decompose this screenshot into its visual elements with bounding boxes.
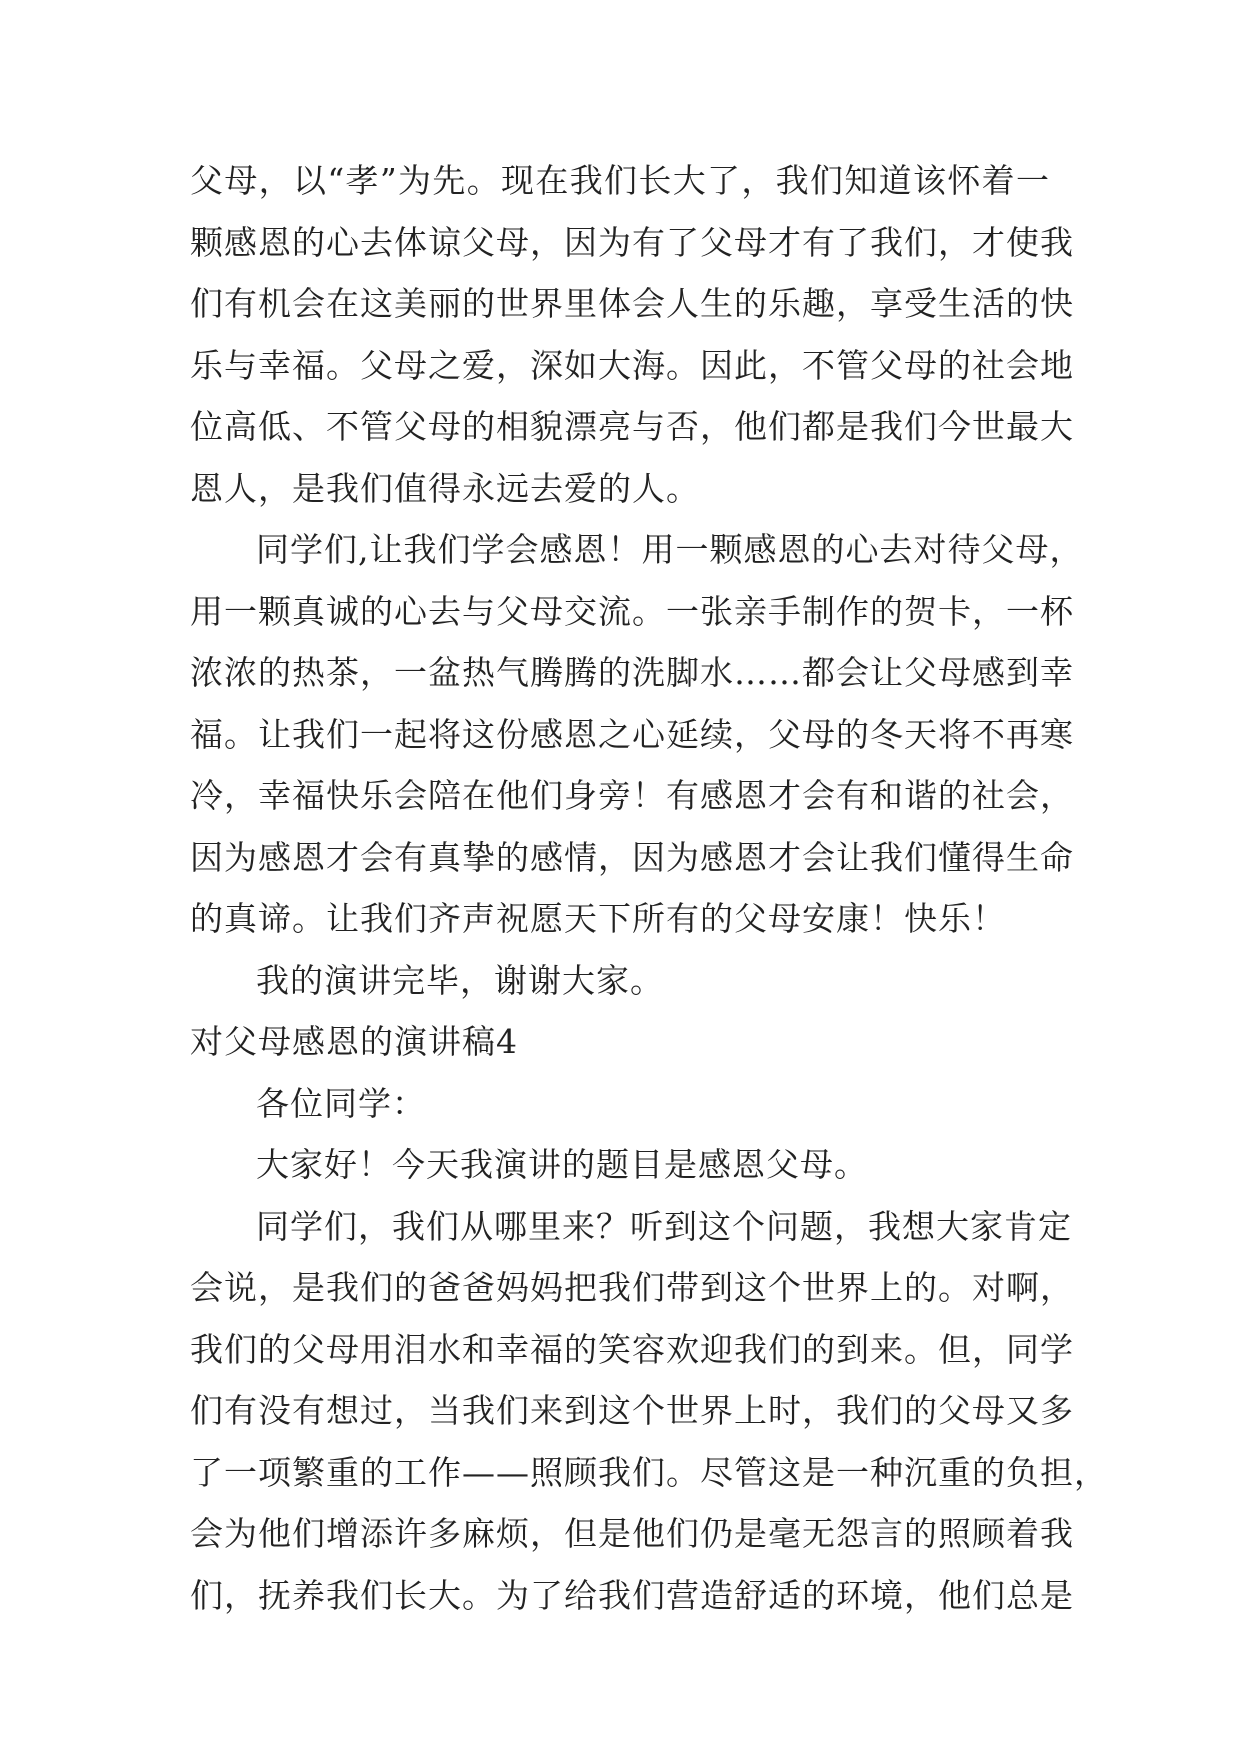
paragraph xyxy=(190,950,1050,1012)
paragraph-line: 福。让我们一起将这份感恩之心延续，父母的冬天将不再寒 xyxy=(190,714,1074,754)
paragraph-line: 各位同学： xyxy=(256,1083,426,1123)
paragraph-line: 恩人，是我们值得永远去爱的人。 xyxy=(190,468,700,508)
paragraph-line: 同学们，我们从哪里来？听到这个问题，我想大家肯定 xyxy=(256,1206,1072,1246)
section-heading xyxy=(190,1011,1050,1073)
paragraph xyxy=(190,1134,1050,1196)
paragraph-line: 浓浓的热茶，一盆热气腾腾的洗脚水……都会让父母感到幸 xyxy=(190,653,1074,692)
paragraph-line: 父母，以“孝”为先。现在我们长大了，我们知道该怀着一 xyxy=(190,161,1050,200)
paragraph-line: 位高低、不管父母的相貌漂亮与否，他们都是我们今世最大 xyxy=(190,407,1074,446)
paragraph-line: 乐与幸福。父母之爱，深如大海。因此，不管父母的社会地 xyxy=(190,345,1074,385)
heading-text: 对父母感恩的演讲稿4 xyxy=(190,1022,518,1061)
paragraph-line: 因为感恩才会有真挚的感情，因为感恩才会让我们懂得生命 xyxy=(190,837,1074,877)
paragraph-line: 冷，幸福快乐会陪在他们身旁！有感恩才会有和谐的社会， xyxy=(190,776,1074,815)
paragraph xyxy=(190,1196,1108,1627)
paragraph-line: 会说，是我们的爸爸妈妈把我们带到这个世界上的。对啊， xyxy=(190,1268,1074,1307)
paragraph-line: 会为他们增添许多麻烦，但是他们仍是毫无怨言的照顾着我 xyxy=(190,1514,1074,1553)
paragraph-line: 了一项繁重的工作——照顾我们。尽管这是一种沉重的负担， xyxy=(190,1452,1108,1492)
paragraph-line: 们有没有想过，当我们来到这个世界上时，我们的父母又多 xyxy=(190,1391,1074,1430)
paragraph-line: 我们的父母用泪水和幸福的笑容欢迎我们的到来。但，同学 xyxy=(190,1329,1074,1369)
paragraph-line: 同学们,让我们学会感恩！用一颗感恩的心去对待父母， xyxy=(256,530,1084,569)
paragraph-line: 们有机会在这美丽的世界里体会人生的乐趣，享受生活的快 xyxy=(190,284,1074,323)
paragraph-line: 的真谛。让我们齐声祝愿天下所有的父母安康！快乐！ xyxy=(190,899,1006,938)
paragraph-line: 我的演讲完毕，谢谢大家。 xyxy=(256,960,664,1000)
paragraph-line: 颗感恩的心去体谅父母，因为有了父母才有了我们，才使我 xyxy=(190,222,1074,262)
document-body xyxy=(190,150,1108,1626)
paragraph xyxy=(190,519,1084,950)
paragraph-line: 们，抚养我们长大。为了给我们营造舒适的环境，他们总是 xyxy=(190,1575,1074,1615)
paragraph-line: 用一颗真诚的心去与父母交流。一张亲手制作的贺卡，一杯 xyxy=(190,591,1074,631)
paragraph xyxy=(190,150,1074,519)
paragraph xyxy=(190,1073,1050,1135)
paragraph-line: 大家好！今天我演讲的题目是感恩父母。 xyxy=(256,1145,868,1184)
